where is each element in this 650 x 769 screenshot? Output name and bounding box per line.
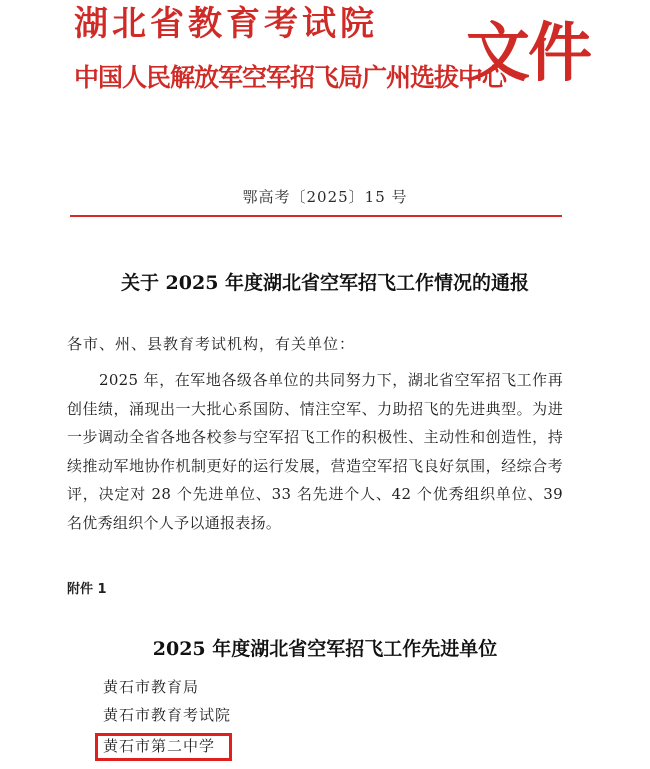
- body-paragraph: 2025 年，在军地各级各单位的共同努力下，湖北省空军招飞工作再创佳绩，涌现出一大批心系国防、情注空军、力助招飞的先进典型。为进一步调动全省各地各校参与空军招飞工作的积极性、主动性和创造性，持续推动军地协作机制更好的运行发展，营造空军招飞良好氛围，经综合考评，决定对 28 个先进单位、33 名先进个人、42 个优秀组织单位、39 名优秀组织个人予以通报表扬。: [67, 371, 563, 532]
- list-item: 黄石市教育考试院: [103, 706, 232, 724]
- list-item: 黄石市教育局: [103, 678, 200, 696]
- header-org-line-2: 中国人民解放军空军招飞局广州选拔中心: [74, 63, 507, 92]
- document-number: 鄂高考〔2025〕15 号: [242, 188, 408, 206]
- list-item-highlighted: 黄石市第二中学: [103, 737, 216, 755]
- header-divider: [70, 215, 562, 217]
- header-org-line-1: 湖北省教育考试院: [74, 4, 378, 44]
- header-doc-type: 文件: [466, 16, 590, 91]
- salutation: 各市、州、县教育考试机构，有关单位：: [67, 335, 356, 353]
- attachment-label: 附件 1: [67, 582, 107, 597]
- notice-title: 关于 2025 年度湖北省空军招飞工作情况的通报: [120, 272, 530, 294]
- highlight-box: [95, 733, 232, 761]
- attachment-title: 2025 年度湖北省空军招飞工作先进单位: [152, 638, 498, 660]
